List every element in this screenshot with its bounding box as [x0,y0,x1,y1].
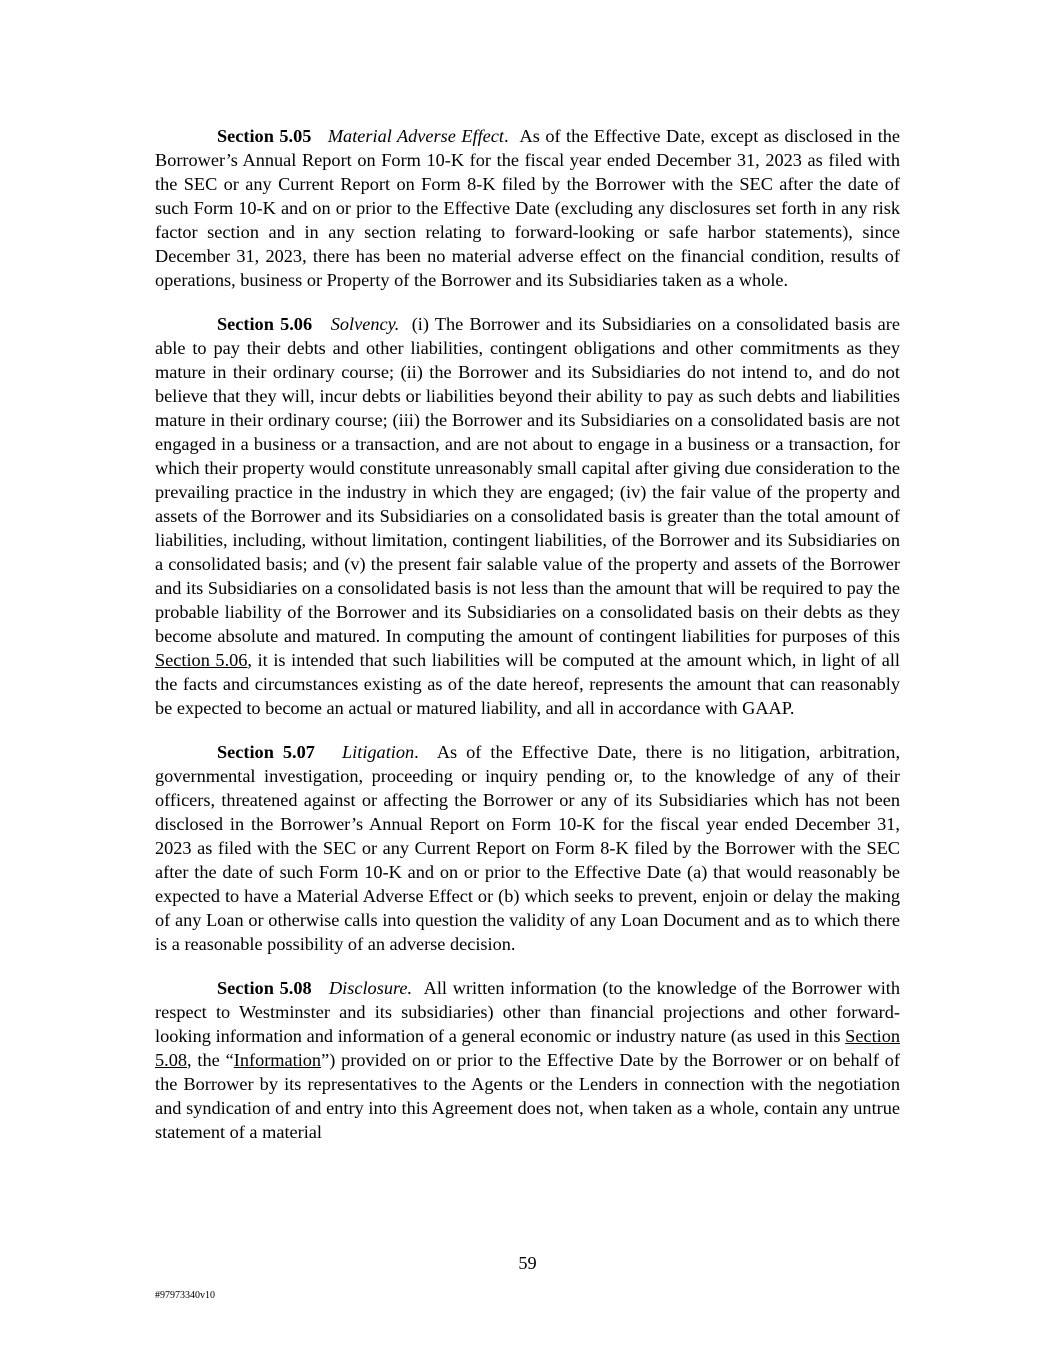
section-number: Section 5.06 [217,314,313,334]
section-title-punct: . [503,126,509,146]
section-title: Solvency. [330,314,400,334]
section-text: All written information (to the knowledge of the Borrower with respect to Westminster and its subsidiaries) other than financial projections and other forward-looking information and information of a general economic or industry nature (as used in this [155,978,900,1046]
section-5-05 [155,124,900,292]
section-number: Section 5.05 [217,126,312,146]
section-title: Material Adverse Effect [327,126,504,146]
section-cross-reference: Section 5.08 [155,1026,901,1070]
page-number: 59 [518,1253,537,1273]
section-text-middle: , the “ [187,1050,234,1070]
section-title: Litigation [342,742,415,762]
section-text: (i) The Borrower and its Subsidiaries on a consolidated basis are able to pay their debts and other liabilities, contingent obligations and other commitments as they mature in their ordinary course; (ii) the Borrower and its Subsidiaries do not intend to, and do not believe that they will, incur debts or liabilities beyond their ability to pay as such debts and liabilities mature in their ordinary course; (iii) the Borrower and its Subsidiaries on a consolidated basis are not engaged in a business or a transaction, and are not about to engage in a business or a transaction, for which their property would constitute unreasonably small capital after giving due consideration to the prevailing practice in the industry in which they are engaged; (iv) the fair value of the property and assets of the Borrower and its Subsidiaries on a consolidated basis is greater than the total amount of liabilities, including, without limitation, contingent liabilities, of the Borrower and its Subsidiaries on a consolidated basis; and (v) the present fair salable value of the property and assets of the Borrower and its Subsidiaries on a consolidated basis is not less than the amount that will be required to pay the probable liability of the Borrower and its Subsidiaries on a consolidated basis on their debts as they become absolute and matured. In computing the amount of contingent liabilities for purposes of this [155,314,900,646]
defined-term: Information [233,1050,322,1070]
document-body [155,124,900,1164]
section-text-continued: ”) provided on or prior to the Effective Date by the Borrower or on behalf of the Borrower by its representatives to the Agents or the Lenders in connection with the negotiation and syndication of and entry into this Agreement does not, when taken as a whole, contain any untrue statement of a material [155,1050,900,1142]
section-5-06 [155,312,900,720]
section-title: Disclosure. [328,978,413,998]
section-number: Section 5.08 [217,978,312,998]
section-text-continued: , it is intended that such liabilities will be computed at the amount which, in light of all the facts and circumstances existing as of the date hereof, represents the amount that can reasonably be expected to become an actual or matured liability, and all in accordance with GAAP. [155,650,900,718]
section-text: As of the Effective Date, except as disclosed in the Borrower’s Annual Report on Form 10-K for the fiscal year ended December 31, 2023 as filed with the SEC or any Current Report on Form 8-K filed by the Borrower with the SEC after the date of such Form 10-K and on or prior to the Effective Date (excluding any disclosures set forth in any risk factor section and in any section relating to forward-looking or safe harbor statements), since December 31, 2023, there has been no material adverse effect on the financial condition, results of operations, business or Property of the Borrower and its Subsidiaries taken as a whole. [155,126,901,290]
document-id: #97973340v10 [155,1290,215,1301]
section-5-08 [155,976,900,1144]
section-text: As of the Effective Date, there is no litigation, arbitration, governmental investigation, proceeding or inquiry pending or, to the knowledge of any of their officers, threatened against or affecting the Borrower or any of its Subsidiaries which has not been disclosed in the Borrower’s Annual Report on Form 10-K for the fiscal year ended December 31, 2023 as filed with the SEC or any Current Report on Form 8-K filed by the Borrower with the SEC after the date of such Form 10-K and on or prior to the Effective Date (a) that would reasonably be expected to have a Material Adverse Effect or (b) which seeks to prevent, enjoin or delay the making of any Loan or otherwise calls into question the validity of any Loan Document and as to which there is a reasonable possibility of an adverse decision. [155,742,901,954]
section-title-punct: . [414,742,419,762]
section-5-07 [155,740,900,956]
section-number: Section 5.07 [217,742,315,762]
section-cross-reference: Section 5.06 [155,650,248,670]
